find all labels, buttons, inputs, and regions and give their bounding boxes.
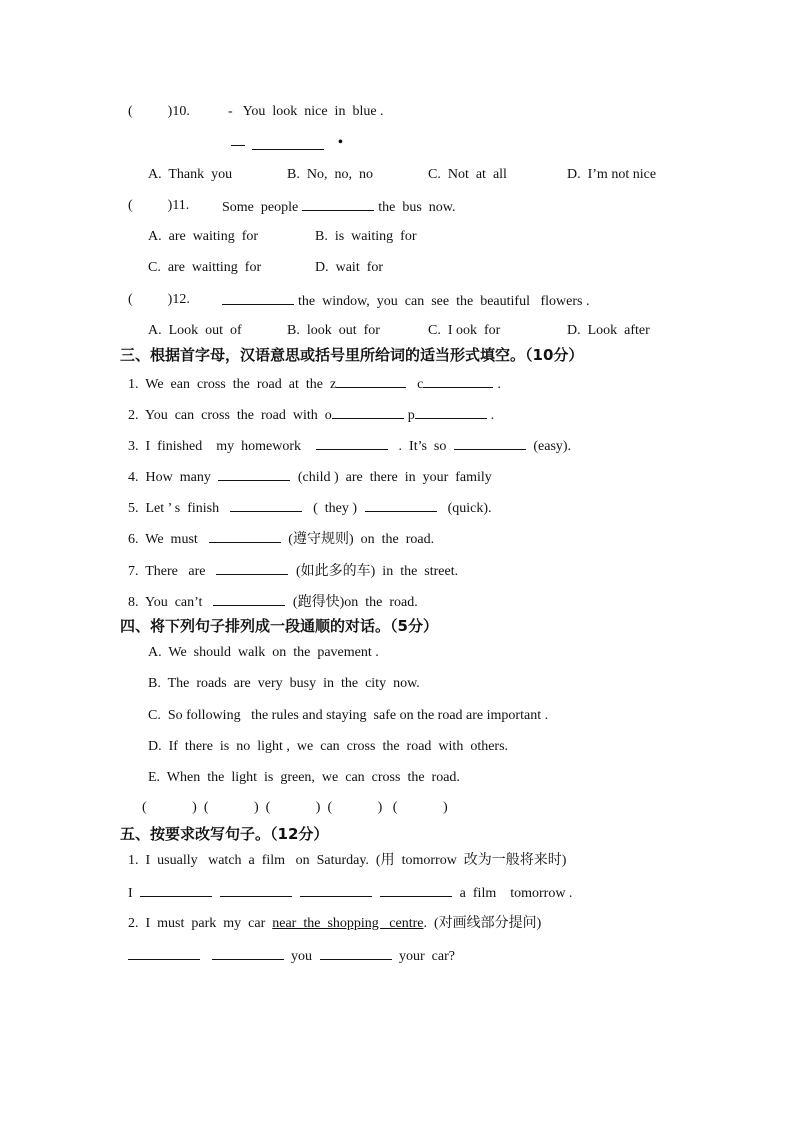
section3-heading: 三、根据首字母，汉语意思或括号里所给词的适当形式填空。（10分） bbox=[120, 346, 584, 364]
s4-sentence-d: D. If there is no light , we can cross the road with others. bbox=[148, 739, 509, 754]
item-text: How many bbox=[145, 470, 211, 485]
q2-before: 2. I must park my car bbox=[128, 916, 266, 931]
q11-after: the bus now. bbox=[378, 200, 456, 215]
q10-option-a: A. Thank you bbox=[148, 167, 233, 182]
item-num: 3. bbox=[128, 439, 139, 454]
item-text: ( they ) bbox=[313, 501, 358, 516]
s5-q1-text: 1. I usually watch a film on Saturday. (用 tomorrow 改为一般将来时) bbox=[128, 853, 567, 868]
fill-blank[interactable] bbox=[218, 467, 290, 481]
q11-option-d: D. wait for bbox=[315, 260, 384, 275]
q10-option-d: D. I’m not nice bbox=[567, 167, 657, 182]
q2-after: . (对画线部分提问) bbox=[423, 916, 542, 931]
s4-sentence-e: E. When the light is green, we can cross the road. bbox=[148, 770, 460, 785]
q11-option-a: A. are waiting for bbox=[148, 229, 259, 244]
section4-heading: 四、将下列句子排列成一段通顺的对话。（5分） bbox=[120, 617, 438, 635]
fill-blank[interactable] bbox=[316, 436, 388, 450]
answer-dot: • bbox=[338, 135, 343, 150]
q12-text bbox=[222, 291, 589, 311]
ans-start: I bbox=[128, 886, 133, 901]
q12-option-a: A. Look out of bbox=[148, 323, 242, 338]
item-text: (跑得快)on the road. bbox=[292, 595, 418, 610]
q12-after: the window, you can see the beautiful flowers . bbox=[298, 294, 590, 309]
item-text: We must bbox=[145, 532, 198, 547]
ans-mid: you bbox=[291, 949, 312, 964]
s5-q2-answer bbox=[128, 946, 455, 966]
fill-blank[interactable] bbox=[320, 946, 392, 960]
item-text: . bbox=[497, 377, 501, 392]
s3-item-2 bbox=[128, 405, 494, 425]
fill-blank[interactable] bbox=[212, 946, 284, 960]
q11-text bbox=[222, 197, 455, 217]
q11-paren: ( )11. bbox=[128, 198, 190, 213]
item-num: 7. bbox=[128, 564, 139, 579]
underlined-phrase: near the shopping centre bbox=[272, 916, 424, 931]
q11-option-b: B. is waiting for bbox=[315, 229, 417, 244]
fill-blank[interactable] bbox=[213, 592, 285, 606]
item-num: 5. bbox=[128, 501, 139, 516]
s4-order-row[interactable]: ( ) ( ) ( ) ( ) ( ) bbox=[142, 800, 448, 815]
item-text: (如此多的车) in the street. bbox=[295, 564, 459, 579]
fill-blank[interactable] bbox=[209, 529, 281, 543]
q11-option-c: C. are waitting for bbox=[148, 260, 262, 275]
fill-blank[interactable] bbox=[332, 405, 404, 419]
fill-blank[interactable] bbox=[415, 405, 487, 419]
fill-blank[interactable] bbox=[220, 883, 292, 897]
s3-item-7 bbox=[128, 561, 458, 581]
fill-blank[interactable] bbox=[336, 374, 406, 388]
q11-before: Some people bbox=[222, 200, 299, 215]
fill-blank[interactable] bbox=[300, 883, 372, 897]
q11-blank[interactable] bbox=[302, 197, 374, 211]
item-num: 6. bbox=[128, 532, 139, 547]
item-num: 8. bbox=[128, 595, 139, 610]
s5-q2-text bbox=[128, 915, 541, 933]
s3-item-6 bbox=[128, 529, 434, 549]
item-text: You can cross the road with o bbox=[144, 408, 332, 423]
item-text: c bbox=[417, 377, 424, 392]
fill-blank[interactable] bbox=[365, 498, 437, 512]
item-text: You can’t bbox=[144, 595, 203, 610]
item-text: (quick). bbox=[447, 501, 492, 516]
s3-item-8 bbox=[128, 592, 418, 612]
item-num: 2. bbox=[128, 408, 139, 423]
item-text: There are bbox=[145, 564, 206, 579]
fill-blank[interactable] bbox=[140, 883, 212, 897]
item-text: . bbox=[490, 408, 495, 423]
ans-end: your car? bbox=[399, 949, 455, 964]
item-num: 4. bbox=[128, 470, 139, 485]
q12-blank[interactable] bbox=[222, 291, 294, 305]
fill-blank[interactable] bbox=[454, 436, 526, 450]
s3-item-4 bbox=[128, 467, 492, 487]
item-text: (child ) are there in your family bbox=[297, 470, 492, 485]
item-text: Let ’ s finish bbox=[145, 501, 220, 516]
ans-end: a film tomorrow . bbox=[459, 886, 573, 901]
s4-sentence-a: A. We should walk on the pavement . bbox=[148, 645, 379, 660]
answer-dash bbox=[231, 145, 245, 146]
q12-paren: ( )12. bbox=[128, 292, 190, 307]
answer-blank[interactable] bbox=[252, 136, 324, 150]
section5-heading: 五、按要求改写句子。（12分） bbox=[120, 825, 329, 843]
fill-blank[interactable] bbox=[216, 561, 288, 575]
q12-option-b: B. look out for bbox=[287, 323, 380, 338]
item-text: (遵守规则) on the road. bbox=[288, 532, 435, 547]
s3-item-5 bbox=[128, 498, 492, 518]
q10-prompt: - You look nice in blue . bbox=[228, 104, 384, 119]
item-text: . It’s so bbox=[398, 439, 447, 454]
fill-blank[interactable] bbox=[380, 883, 452, 897]
s4-sentence-c: C. So following the rules and staying safe on the road are important . bbox=[148, 708, 549, 723]
fill-blank[interactable] bbox=[128, 946, 200, 960]
s5-q1-answer bbox=[128, 883, 572, 903]
item-text: p bbox=[407, 408, 415, 423]
item-text: We ean cross the road at the z bbox=[145, 377, 337, 392]
s3-item-1 bbox=[128, 374, 501, 394]
fill-blank[interactable] bbox=[230, 498, 302, 512]
item-num: 1. bbox=[128, 377, 139, 392]
s4-sentence-b: B. The roads are very busy in the city now. bbox=[148, 676, 420, 691]
item-text: I finished my homework bbox=[145, 439, 302, 454]
q12-option-c: C. I ook for bbox=[428, 323, 501, 338]
s3-item-3 bbox=[128, 436, 571, 456]
q10-option-b: B. No, no, no bbox=[287, 167, 373, 182]
fill-blank[interactable] bbox=[423, 374, 493, 388]
q12-option-d: D. Look after bbox=[567, 323, 650, 338]
item-text: (easy). bbox=[533, 439, 572, 454]
q10-option-c: C. Not at all bbox=[428, 167, 507, 182]
q10-paren: ( )10. bbox=[128, 104, 190, 119]
